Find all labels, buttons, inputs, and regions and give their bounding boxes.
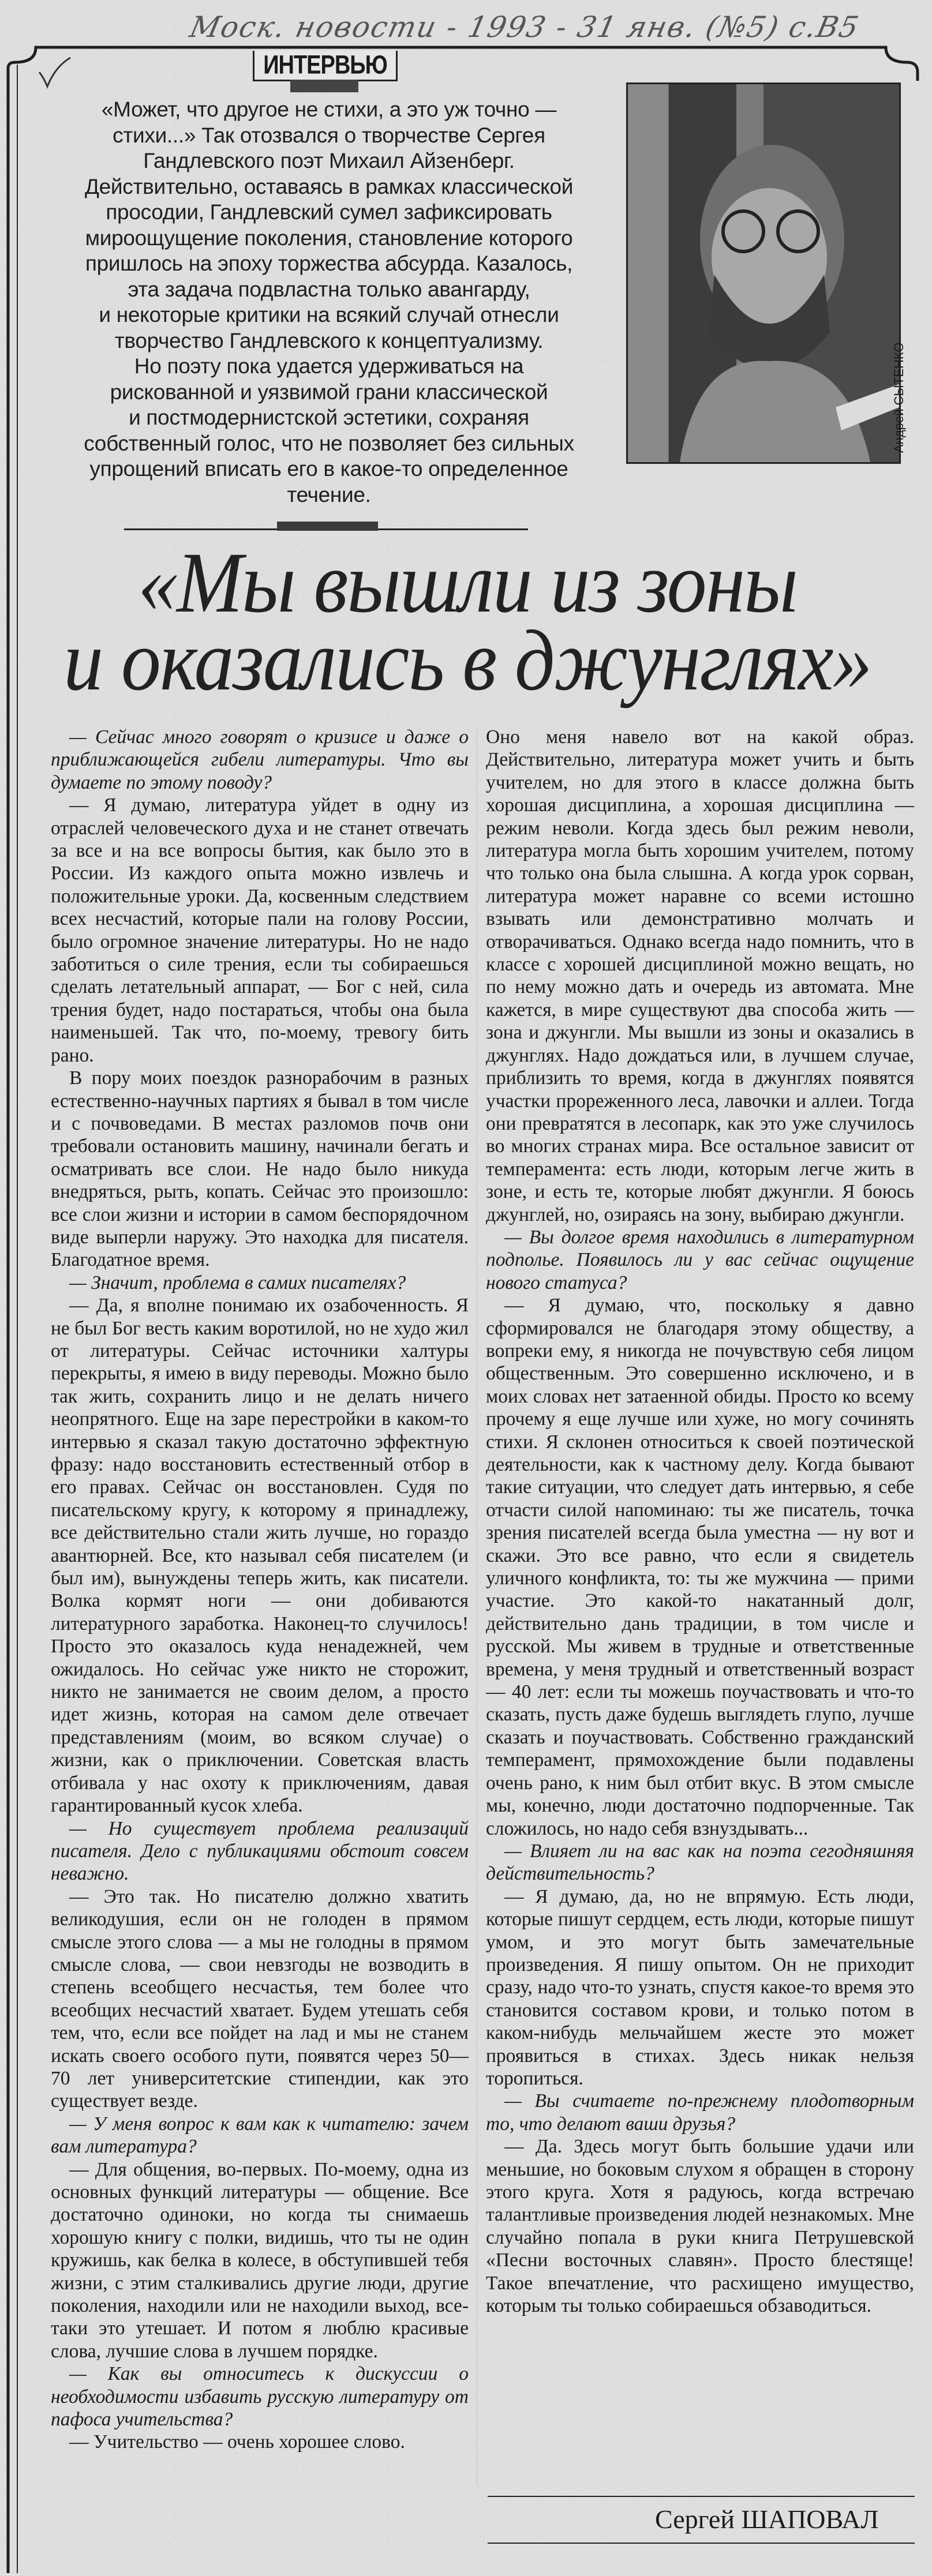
interview-question: — Но существует проблема реализаций писателя. Дело с публикациями обстоит совсем неважно. (51, 1817, 469, 1885)
interview-answer: В пору моих поездок разнорабочим в разных естественно-научных партиях я бывал в том числе и с почвоведами. В местах разломов почв они требовали остановить машину, начинали бегать и осматривать все слои. Не надо было никуда внедряться, рыть, копать. Сейчас это произошло: все слои жизни и истории в самом беспорядочном виде выперли наружу. Это находка для писателя. Благодатное время. (51, 1067, 469, 1271)
lead-line: собственный голос, что не позволяет без сильных (84, 431, 574, 455)
interview-answer: — Это так. Но писателю должно хватить великодушия, если он не голоден в прямом смысле этого слова — а мы не голодны в прямом смысле слова, — свои невзгоды не возводить в степень всеобщего несчастья, тем более что всеобщих несчастий хватает. Будем утешать себя тем, что, если все пойдет на лад и мы не станем искать своего особого пути, появятся через 50—70 лет университетские стипендии, как это существует везде. (51, 1885, 469, 2112)
photo-credit: Андрей СЫТЕНКО (892, 342, 906, 453)
interview-answer: — Да, я вполне понимаю их озабоченность. Я не был Бог весть каким воротилой, но не худо жил от литературы. Сейчас источники халтуры перекрыты, я имею в виду переводы. Можно было так жить, сохранить лицо и не делать ничего неопрятного. Еще на заре перестройки в каком-то интервью я сказал такую достаточно эффектную фразу: надо восстановить естественный отбор в его правах. Сейчас он восстановлен. Судя по писательскому кругу, к которому я принадлежу, все действительно стали жить лучше, но гораздо авантюрней. Все, кто называл себя писателем (и был им), вынуждены теперь жить, как писатели. Волка кормят ноги — они добиваются литературного заработка. Наконец-то случилось! Просто это оказалось куда ненадежней, чем ожидалось. Но сейчас уже никто не сторожит, никто не занимается не своим делом, а просто идет жизнь, которая на самом деле отвечает представлениям (моим, во всяком случае) о жизни, как о приключении. Советская власть отбивала у нас охоту к приключениям, давая гарантированный кусок хлеба. (51, 1295, 469, 1817)
byline-rule-bottom (488, 2543, 915, 2544)
interview-question: — У меня вопрос к вам как к читателю: зачем вам литература? (51, 2113, 469, 2158)
byline-rule-top (488, 2496, 915, 2497)
rubric-text: ИНТЕРВЬЮ (263, 50, 387, 80)
lead-line: «Может, что другое не стихи, а это уж точно — (101, 98, 557, 121)
lead-line: Но поэту пока удается удерживаться на (134, 354, 524, 378)
interview-answer: — Да. Здесь могут быть большие удачи или меньшие, но боковым слухом я обращен в сторону этого круга. Хотя я радуюсь, когда встречаю талантливые произведения людей незнакомых. Мне случайно попала в руки книга Петрушевской «Песни восточных славян». Просто блестяще! Такое впечатление, что расхищено имущество, которым ты только собираешься обзаводиться. (486, 2136, 914, 2317)
interview-question: — Вы считаете по-прежнему плодотворным то, что делают ваши друзья? (486, 2090, 914, 2135)
lead-line: Гандлевского поэт Михаил Айзенберг. (143, 149, 515, 173)
text-column-left (51, 726, 469, 2454)
lead-line: упрощений вписать его в какое-то определенное (89, 457, 568, 481)
text-column-right (486, 726, 914, 2317)
interview-answer: — Я думаю, литература уйдет в одну из отраслей человеческого духа и не станет отвечать за все и на все вопросы бытия, как было это в России. Из каждого опыта можно извлечь и положительные уроки. Да, косвенным следствием всех несчастий, которые пали на голову России, было огромное значение литературы. Но не надо заботиться о силе трения, если ты собираешься сделать летательный аппарат, — Бог с ней, сила трения будет, надо постараться, чтобы она была наименьшей. Так что, по-моему, тревогу бить рано. (51, 794, 469, 1066)
portrait-photo (626, 83, 901, 464)
lead-line: эта задача подвластна только авангарду, (128, 277, 530, 301)
interview-answer: — Я думаю, да, но не впрямую. Есть люди, которые пишут сердцем, есть люди, которые пишут умом, и это могут быть замечательные произведения. Я пишу опытом. Он не приходит сразу, надо что-то узнать, спустя какое-то время это становится составом крови, и только потом в каком-нибудь мельчайшем жесте это может проявиться в стихах. Здесь никак нельзя торопиться. (486, 1885, 914, 2089)
rubric-label (253, 51, 398, 81)
interview-answer: — Я думаю, что, поскольку я давно сформировался не благодаря этому обществу, а вопреки ему, я никогда не почувствую себя лицом общественным. Это совершенно исключено, и в моих словах нет затаенной обиды. Просто ко всему прочему я еще лучше или хуже, но могу сочинять стихи. Я склонен относиться к своей поэтической деятельности, как к частному делу. Когда бывают такие ситуации, что следует дать интервью, я себе отчасти силой напоминаю: ты же писатель, точка зрения писателей всегда была уместна — ну вот и скажи. Это все равно, что если я свидетель уличного конфликта, то: ты же мужчина — прими участие. Это какой-то накатанный долг, действительно дань традиции, в том числе и русской. Мы живем в трудные и ответственные времена, у меня трудный и ответственный возраст — 40 лет: если ты можешь поучаствовать и что-то сказать, пусть даже будешь выглядеть глупо, лучше сказать и поучаствовать. Собственно гражданский темперамент, прямохождение были подавлены очень рано, к ним был отбит вкус. В этом смысле мы, конечно, люди достаточно подпорченные. Так сложилось, но надо себя взнуздывать... (486, 1295, 914, 1839)
interview-question: — Влияет ли на вас как на поэта сегодняшняя действительность? (486, 1840, 914, 1885)
lead-line: течение. (287, 482, 371, 507)
lead-line: творчество Гандлевского к концептуализму. (114, 328, 544, 353)
lead-line: Действительно, оставаясь в рамках классической (84, 174, 574, 198)
rubric-tab-decoration (290, 80, 358, 92)
headline-line-1: «Мы вышли из зоны (137, 535, 798, 631)
interview-question: — Как вы относитесь к дискуссии о необходимости избавить русскую литературу от пафоса учительства? (51, 2363, 469, 2431)
lead-line: просодии, Гандлевский сумел зафиксировать (106, 200, 552, 224)
lead-line: и некоторые критики на всякий случай отнесли (99, 303, 559, 327)
interview-question: — Вы долгое время находились в литературном подполье. Появилось ли у вас сейчас ощущение нового статуса? (486, 1226, 914, 1293)
lead-line: и постмодернистской эстетики, сохраняя (129, 406, 529, 429)
interview-answer: — Учительство — очень хорошее слово. (69, 2431, 405, 2453)
lead-line: мироощущение поколения, становление которого (85, 226, 573, 250)
lead-line: рискованной и уязвимой грани классической (110, 380, 548, 404)
divider-ornament (277, 522, 378, 531)
interview-question: — Сейчас много говорят о кризисе и даже о приближающейся гибели литературы. Что вы думаете по этому поводу? (51, 726, 469, 793)
lead-line: пришлось на эпоху торжества абсурда. Казалось, (85, 252, 573, 275)
checkmark-icon (36, 55, 76, 89)
handwritten-source-note: Моск. новости - 1993 - 31 янв. (№5) с.В5 (186, 10, 863, 44)
lead-line: стихи...» Так отозвался о творчестве Сергея (113, 123, 545, 147)
author-byline: Сергей ШАПОВАЛ (655, 2504, 879, 2534)
headline-line-2: и оказались в джунглях» (63, 613, 871, 708)
portrait-figure (628, 84, 899, 462)
interview-answer: — Для общения, во-первых. По-моему, одна из основных функций литературы — общение. Все достаточно одиноки, но когда ты снимаешь хорошую книгу с полки, видишь, что ты не один кружишь, как белка в колесе, в обступившей тебя жизни, с этим сталкивались другие люди, другие поколения, находили или не находили выход, все-таки это утешает. И потом я люблю красивые слова, лучшие слова в лучшем порядке. (51, 2158, 469, 2362)
interview-question: — Значит, проблема в самих писателях? (69, 1272, 406, 1293)
lead-paragraph (40, 97, 617, 508)
interview-answer: Оно меня навело вот на какой образ. Действительно, литература может учить и быть учителем, но для этого в классе должна быть хорошая дисциплина, а хорошая дисциплина — режим неволи. Когда здесь был режим неволи, литература могла быть хорошим учителем, потому что только она была слышна. А когда урок сорван, литература может наравне со всеми истошно взывать или демонстративно молчать и отворачиваться. Однако всегда надо помнить, что в классе с хорошей дисциплиной можно вещать, но по нему можно дать и очередь из автомата. Мне кажется, в мире существуют два способа жить — зона и джунгли. Мы вышли из зоны и оказались в джунглях. Надо дождаться или, в лучшем случае, приблизить то время, когда в джунглях появятся участки прореженного леса, лавочки и аллеи. Тогда они превратятся в лесопарк, как это уже случилось во многих странах мира. Все остальное зависит от темперамента: есть люди, которым легче жить в зоне, и есть те, которые любят джунгли. Я боюсь джунглей, но, озираясь на зону, выбираю джунгли. (486, 726, 914, 1225)
